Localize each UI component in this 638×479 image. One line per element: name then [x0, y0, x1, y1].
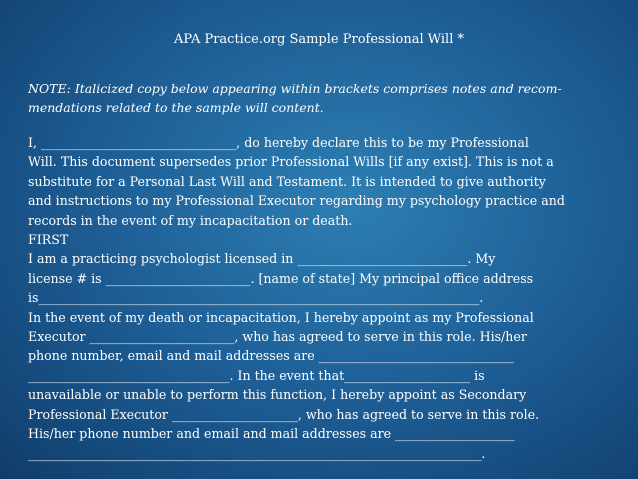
note-line: mendations related to the sample will content. [28, 100, 324, 115]
body-line: records in the event of my incapacitation or death. [28, 212, 353, 228]
body-line: ________________________________. In the event that____________________ is [28, 367, 485, 383]
body-line: phone number, email and mail addresses are _______________________________ [28, 348, 514, 364]
section-heading-first: FIRST [28, 232, 69, 248]
body-line: is______________________________________________________________________. [28, 290, 484, 306]
body-line: unavailable or unable to perform this function, I hereby appoint as Secondary [28, 387, 527, 403]
body-line: ________________________________________________________________________. [28, 445, 486, 461]
body-line: and instructions to my Professional Executor regarding my psychology practice and [28, 193, 565, 209]
body-line: I, _______________________________, do hereby declare this to be my Professional [28, 135, 529, 150]
body-line: I am a practicing psychologist licensed in ___________________________. My [28, 251, 496, 267]
slide-title: APA Practice.org Sample Professional Will * [174, 32, 464, 47]
note-line: NOTE: Italicized copy below appearing within brackets comprises notes and recom- [28, 81, 562, 96]
will-body [28, 133, 638, 463]
body-line: Will. This document supersedes prior Professional Wills [if any exist]. This is not a [28, 154, 554, 170]
body-line: His/her phone number and email and mail addresses are ___________________ [28, 426, 515, 442]
body-line: Executor _______________________, who has agreed to serve in this role. His/her [28, 329, 527, 345]
note-paragraph [28, 79, 628, 117]
body-line: substitute for a Personal Last Will and Testament. It is intended to give authority [28, 173, 546, 189]
body-line: In the event of my death or incapacitation, I hereby appoint as my Professional [28, 309, 534, 325]
body-line: license # is _______________________. [name of state] My principal office address [28, 270, 534, 286]
body-line: Professional Executor ____________________, who has agreed to serve in this role. [28, 406, 540, 422]
